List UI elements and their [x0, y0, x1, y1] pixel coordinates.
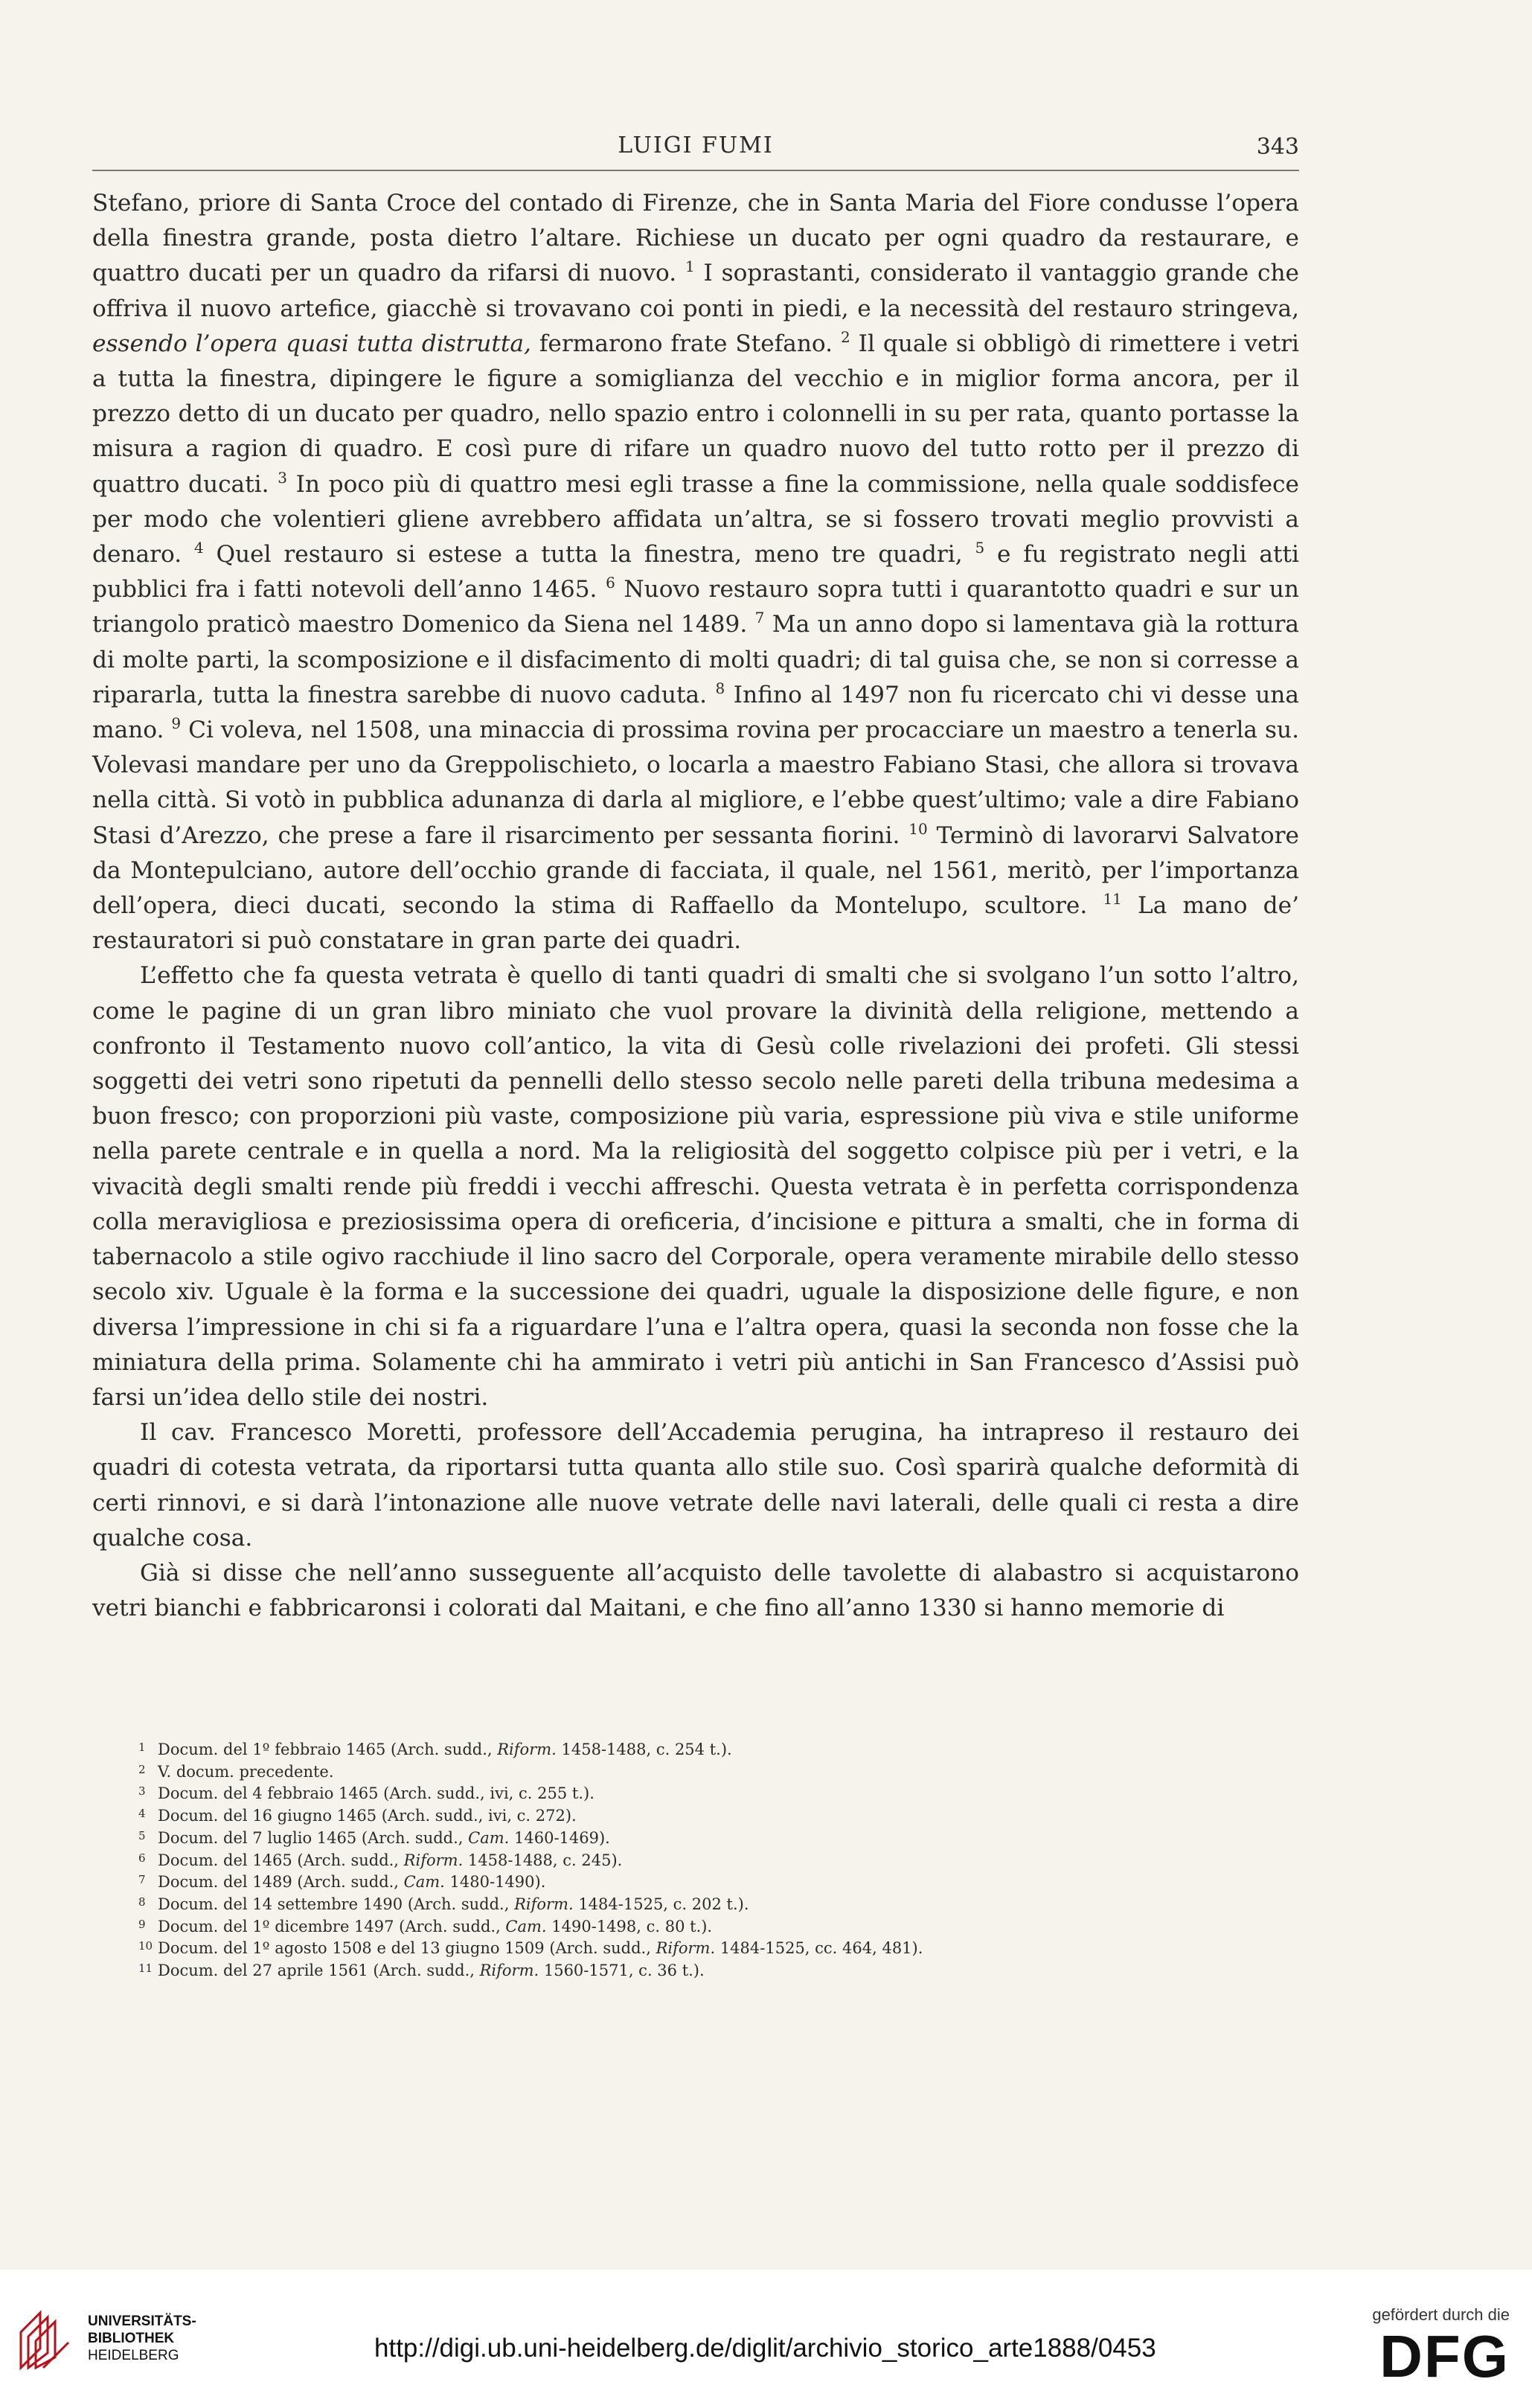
text-run: 1490-1498, c. 80 t.).	[546, 1917, 713, 1935]
paragraph	[92, 958, 1299, 1415]
footnote-ref: 5	[975, 539, 985, 557]
footnote-number: 4	[138, 1807, 146, 1821]
viewer-footer	[0, 2270, 1532, 2408]
text-run: Docum. del 16 giugno 1465 (Arch. sudd., ivi, c. 272).	[158, 1807, 577, 1825]
italic-text: Riform.	[497, 1741, 557, 1758]
text-run: 1458-1488, c. 245).	[463, 1851, 623, 1869]
footnote-number: 6	[138, 1851, 146, 1865]
footnote	[138, 1959, 1299, 1981]
text-run: Docum. del 7 luglio 1465 (Arch. sudd.,	[158, 1828, 469, 1847]
italic-text: Riform.	[479, 1962, 539, 1980]
footnote-number: 10	[138, 1939, 153, 1953]
footnote-number: 11	[138, 1962, 153, 1976]
italic-text: Riform.	[403, 1851, 464, 1869]
italic-text: Cam.	[403, 1873, 445, 1892]
footnote-number: 9	[138, 1917, 146, 1931]
text-run: 1458-1488, c. 254 t.).	[556, 1741, 732, 1758]
footnote	[138, 1826, 1299, 1848]
footnotes	[138, 1738, 1299, 1981]
running-header	[92, 127, 1299, 171]
text-run: La mano de’ restauratori si può constatare in gran parte dei quadri.	[92, 892, 1299, 955]
text-run: e fu registrato negli atti pubblici fra i fatti notevoli dell’anno 1465.	[92, 541, 1299, 603]
footnote-number: 2	[138, 1762, 146, 1776]
text-run: Ci voleva, nel 1508, una minaccia di prossima rovina per procacciare un maestro a tenerla su. Volevasi mandare per uno da Greppolischieto, o locarla a maestro Fabiano Stasi, che allora si trovava nella città. Si votò in pubblica adunanza di darla al migliore, e l’ebbe quest’ultimo; vale a dire Fabiano Stasi d’Arezzo, che prese a fare il risarcimento per sessanta fiorini.	[92, 717, 1299, 849]
permalink-url[interactable]: http://digi.ub.uni-heidelberg.de/diglit/archivio_storico_arte1888/0453	[374, 2334, 1156, 2363]
text-run: Già si disse che nell’anno susseguente all’acquisto delle tavolette di alabastro si acquistarono vetri bianchi e fabbricaronsi i colorati dal Maitani, e che fino all’anno 1330 si hanno memorie di	[92, 1559, 1299, 1622]
text-run: 1484-1525, cc. 464, 481).	[715, 1939, 923, 1958]
footnote	[138, 1848, 1299, 1871]
text-run: Ma un anno dopo si lamentava già la rottura di molte parti, la scomposizione e il disfacimento di molti quadri; di tal guisa che, se non si corresse a ripararla, tutta la finestra sarebbe di nuovo caduta.	[92, 611, 1299, 708]
text-run: 1460-1469).	[509, 1828, 610, 1847]
italic-text: Cam.	[505, 1917, 547, 1935]
text-run: Docum. del 14 settembre 1490 (Arch. sudd.,	[158, 1895, 515, 1913]
text-run: Infino al 1497 non fu ricercato chi vi desse una mano.	[92, 681, 1299, 744]
header-rule	[92, 170, 1299, 171]
text-run: 1560-1571, c. 36 t.).	[539, 1962, 705, 1980]
funding-text: gefördert durch die	[1372, 2305, 1510, 2324]
text-run: Stefano, priore di Santa Croce del contado di Firenze, che in Santa Maria del Fiore condusse l’opera della finestra grande, posta dietro l’altare. Richiese un ducato per ogni quadro da restaurare, e quattro ducati per un quadro da rifarsi di nuovo.	[92, 190, 1299, 287]
footnote-ref: 10	[908, 819, 928, 838]
footnote-ref: 9	[171, 714, 182, 733]
text-run: Docum. del 1489 (Arch. sudd.,	[158, 1873, 404, 1892]
text-run: I soprastanti, considerato il vantaggio grande che offriva il nuovo artefice, giacchè si trovavano coi ponti in piedi, e la necessità del restauro stringeva,	[92, 260, 1299, 322]
text-run: Terminò di lavorarvi Salvatore da Montepulciano, autore dell’occhio grande di facciata, il quale, nel 1561, meritò, per l’importanza dell’opera, dieci ducati, secondo la stima di Raffaello da Montelupo, scultore.	[92, 822, 1299, 920]
footnote	[138, 1804, 1299, 1826]
text-run: Il cav. Francesco Moretti, professore dell’Accademia perugina, ha intrapreso il restauro dei quadri di cotesta vetrata, da riportarsi tutta quanta allo stile suo. Così sparirà qualche deformità di certi rinnovi, e si darà l’intonazione alle nuove vetrate delle navi laterali, delle quali ci resta a dire qualche cosa.	[92, 1419, 1299, 1552]
footnote-ref: 1	[685, 257, 695, 276]
footnote-number: 5	[138, 1828, 146, 1842]
body-text	[92, 186, 1299, 1626]
text-run: Docum. del 1465 (Arch. sudd.,	[158, 1851, 404, 1869]
italic-text: Riform.	[514, 1895, 574, 1913]
text-run: Il quale si obbligò di rimettere i vetri a tutta la finestra, dipingere le figure a somiglianza del vecchio e in miglior forma ancora, per il prezzo detto di un ducato per quadro, nello spazio entro i colonnelli in su per rata, quanto portasse la misura a ragion di quadro. E così pure di rifare un quadro nuovo del tutto rotto per il prezzo di quattro ducati.	[92, 330, 1300, 498]
library-line-3: HEIDELBERG	[88, 2348, 179, 2363]
footnote	[138, 1892, 1299, 1915]
footnote-ref: 7	[754, 609, 765, 627]
ub-heidelberg-logo-icon	[18, 2310, 71, 2371]
text-run: Docum. del 4 febbraio 1465 (Arch. sudd., ivi, c. 255 t.).	[158, 1784, 594, 1803]
footnote-ref: 6	[606, 574, 615, 592]
footnote-ref: 11	[1103, 890, 1122, 909]
italic-text: Cam.	[468, 1828, 510, 1847]
text-run: V. docum. precedente.	[158, 1762, 334, 1781]
library-line-1: UNIVERSITÄTS-	[88, 2313, 196, 2329]
text-run: In poco più di quattro mesi egli trasse a fine la commissione, nella quale soddisfece per modo che volentieri gliene avrebbero affidata un’altra, se si fossero trovati meglio provvisti a denaro.	[92, 470, 1299, 569]
text-run: 1484-1525, c. 202 t.).	[573, 1895, 749, 1913]
page-number: 343	[1256, 134, 1299, 160]
footnote	[138, 1781, 1299, 1804]
footnote	[138, 1870, 1299, 1892]
footnote-number: 8	[138, 1895, 146, 1909]
text-run: Docum. del 1º febbraio 1465 (Arch. sudd.,	[158, 1741, 498, 1758]
running-title: LUIGI FUMI	[618, 132, 774, 158]
paragraph	[92, 1556, 1299, 1626]
text-run: Docum. del 1º agosto 1508 e del 13 giugno 1509 (Arch. sudd.,	[158, 1939, 656, 1958]
paragraph	[92, 1415, 1299, 1556]
text-run: Docum. del 1º dicembre 1497 (Arch. sudd.,	[158, 1917, 506, 1935]
footnote-ref: 4	[193, 539, 204, 557]
footnote-ref: 3	[278, 468, 287, 487]
footnote	[138, 1760, 1299, 1782]
text-run: Docum. del 27 aprile 1561 (Arch. sudd.,	[158, 1962, 480, 1980]
footnote-number: 7	[138, 1873, 146, 1887]
italic-text: Riform.	[656, 1939, 716, 1958]
funder-block	[1353, 2305, 1510, 2389]
library-line-2: BIBLIOTHEK	[88, 2331, 175, 2346]
italic-text: essendo l’opera quasi tutta distrutta,	[92, 330, 531, 357]
footnote-ref: 2	[841, 327, 850, 346]
text-run: 1480-1490).	[444, 1873, 546, 1892]
footnote-number: 3	[138, 1784, 146, 1799]
footnote	[138, 1738, 1299, 1760]
footnote	[138, 1936, 1299, 1959]
paragraph	[92, 186, 1299, 958]
text-run: L’effetto che fa questa vetrata è quello di tanti quadri di smalti che si svolgano l’un sotto l’altro, come le pagine di un gran libro miniato che vuol provare la divinità della religione, mettendo a confronto il Testamento nuovo coll’antico, la vita di Gesù colle rivelazioni dei profeti. Gli stessi soggetti dei vetri sono ripetuti da pennelli dello stesso secolo nelle pareti della tribuna medesima a buon fresco; con proporzioni più vaste, composizione più varia, espressione più viva e stile uniforme nella parete centrale e in quella a nord. Ma la religiosità del soggetto colpisce più per i vetri, e la vivacità degli smalti rende più freddi i vecchi affreschi. Questa vetrata è in perfetta corrispondenza colla meravigliosa e preziosissima opera di oreficeria, d’incisione e pittura a smalti, che in forma di tabernacolo a stile ogivo racchiude il lino sacro del Corporale, opera veramente mirabile dello stesso secolo xiv. Uguale è la forma e la successione dei quadri, uguale la disposizione delle figure, e non diversa l’impressione in chi si fa a riguardare l’una e l’altra opera, quasi la seconda non fosse che la miniatura della prima. Solamente chi ha ammirato i vetri più antichi in San Francesco d’Assisi può farsi un’idea dello stile dei nostri.	[92, 962, 1299, 1411]
library-name	[88, 2313, 196, 2364]
text-run: Nuovo restauro sopra tutti i quarantotto quadri e sur un triangolo praticò maestro Domenico da Siena nel 1489.	[92, 576, 1299, 638]
footnote-ref: 8	[715, 679, 725, 697]
dfg-logo: DFG	[1379, 2323, 1510, 2389]
footnote	[138, 1915, 1299, 1937]
footnote-number: 1	[138, 1741, 146, 1754]
text-run: Quel restauro si estese a tutta la finestra, meno tre quadri,	[203, 541, 975, 569]
text-run: fermarono frate Stefano.	[531, 330, 841, 357]
